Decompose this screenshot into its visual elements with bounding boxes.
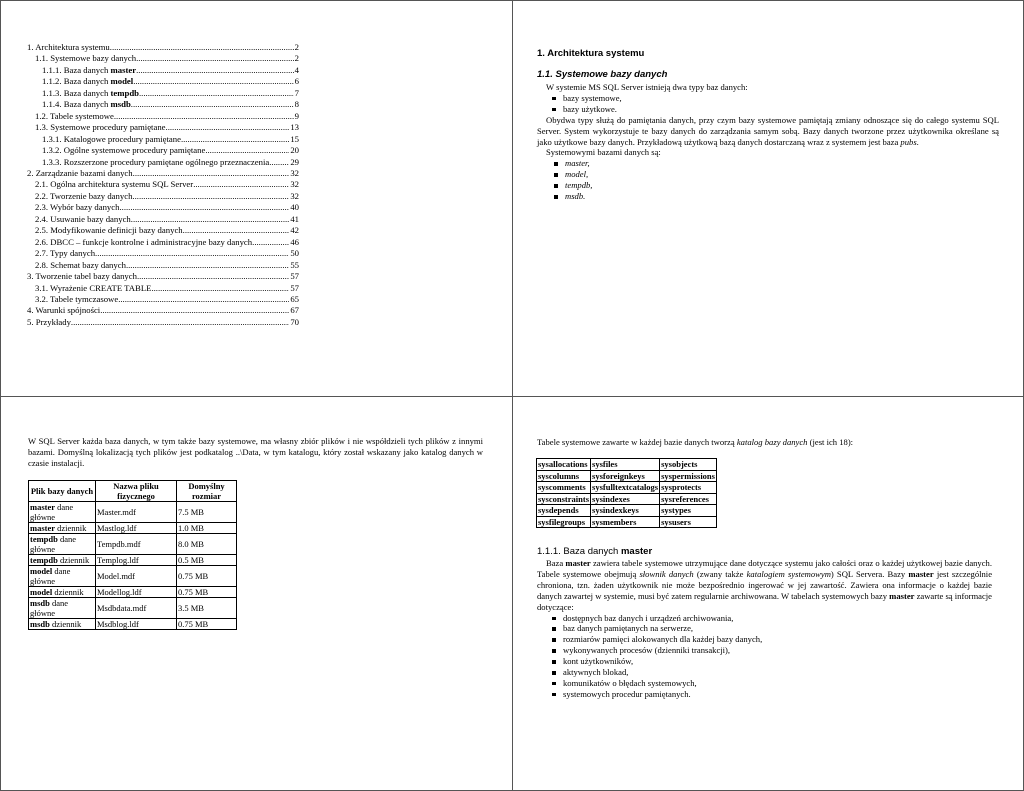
toc-page-number: 40 (290, 202, 299, 213)
toc-page-number: 7 (294, 87, 299, 98)
table-row (537, 505, 717, 517)
toc-leader (139, 88, 294, 99)
toc-entry-label: 2. Zarządzanie bazami danych (27, 167, 133, 178)
toc-page-number: 13 (290, 122, 299, 133)
toc-page-number: 32 (290, 190, 299, 201)
toc-leader (136, 53, 294, 64)
table-row (29, 566, 237, 587)
physical-file-cell: Templog.ldf (96, 555, 177, 566)
toc-entry-label: 2.8. Schemat bazy danych (35, 259, 126, 270)
system-db-intro: Systemowymi bazami danych są: (546, 147, 661, 158)
db-file-cell: model dziennik (29, 587, 96, 598)
catalog-term: katalog bazy danych (736, 437, 808, 447)
system-table-name: sysfilegroups (537, 516, 591, 528)
system-table-name: sysusers (660, 516, 717, 528)
physical-file-cell: Model.mdf (96, 566, 177, 587)
db-file-cell: tempdb dane główne (29, 534, 96, 555)
list-item: rozmiarów pamięci alokowanych dla każdej bazy danych, (537, 634, 992, 645)
toc-leader (118, 294, 289, 305)
toc-entry (27, 76, 299, 87)
toc-entry-label: 1.3.3. Rozszerzone procedury pamiętane ogólnego przeznaczenia (42, 156, 270, 167)
toc-entry (27, 260, 299, 271)
subsection-heading: 1.1. Systemowe bazy danych (537, 69, 668, 80)
toc-leader (71, 317, 289, 328)
toc-page-number: 32 (290, 179, 299, 190)
system-table-name: syspermissions (661, 470, 715, 481)
toc-leader (133, 76, 293, 87)
column-header: Plik bazy danych (29, 481, 96, 502)
toc-entry-label: 5. Przykłady (27, 316, 71, 327)
toc-entry (27, 294, 299, 305)
toc-leader (119, 202, 289, 213)
column-header: Nazwa pliku fizycznego (96, 481, 177, 502)
table-row (29, 555, 237, 566)
table-row (537, 459, 717, 471)
toc-entry-label: 1.1.2. Baza danych model (42, 76, 134, 87)
system-table-name: systypes (660, 505, 717, 517)
toc-entry (27, 122, 299, 133)
database-files-table (28, 480, 237, 630)
toc-page-number: 57 (290, 271, 299, 282)
toc-entry (27, 283, 299, 294)
list-item: bazy systemowe, (537, 93, 999, 104)
db-types-list (537, 93, 999, 115)
master-heading: 1.1.1. Baza danych master (537, 546, 653, 557)
physical-file-cell: Mastlog.ldf (96, 523, 177, 534)
toc-entry (27, 237, 299, 248)
toc-entry-label: 2.2. Tworzenie bazy danych (35, 190, 133, 201)
physical-file-cell: Modellog.ldf (96, 587, 177, 598)
system-table-name: sysindexkeys (591, 505, 660, 517)
db-file-cell: model dane główne (29, 566, 96, 587)
toc-entry (27, 191, 299, 202)
system-table-name: sysforeignkeys (591, 470, 660, 482)
size-cell: 0.5 MB (177, 555, 237, 566)
toc-page-number: 4 (294, 64, 299, 75)
section-heading: 1. Architektura systemu (537, 48, 645, 59)
toc-leader (181, 134, 289, 145)
toc-page-number: 20 (290, 145, 299, 156)
toc-page-number: 15 (290, 133, 299, 144)
list-item: msdb. (537, 191, 999, 202)
master-contents-list (537, 613, 992, 700)
system-table-name: syscomments (537, 482, 591, 494)
system-table-name: sysfulltextcatalogs (592, 482, 659, 493)
toc-entry-label: 2.1. Ogólna architektura systemu SQL Server (35, 179, 194, 190)
list-item: dostępnych baz danych i urządzeń archiwowania, (537, 613, 992, 624)
toc-page-number: 8 (294, 99, 299, 110)
toc-page-number: 42 (290, 225, 299, 236)
paragraph-text: Obydwa typy służą do pamiętania danych, przy czym bazy systemowe pamiętają zmiany odnoszące się do całego systemu SQL Server. System wykorzystuje te bazy danych do zarządzania samym sobą. Bazy danych tworzone przez użytkownika określane są jako użytkowe bazy danych. Przykładową użytkową bazą danych dostarczaną wraz z systemem jest baza (537, 114, 999, 147)
toc-entry (27, 168, 299, 179)
toc-entry (27, 111, 299, 122)
section-body (537, 82, 999, 202)
list-item: systemowych procedur pamiętanych. (537, 689, 992, 700)
toc-entry (27, 145, 299, 156)
toc-entry (27, 248, 299, 259)
db-file-cell: msdb dziennik (29, 619, 96, 630)
size-cell: 1.0 MB (177, 523, 237, 534)
master-term: master (620, 546, 653, 557)
toc-entry (27, 65, 299, 76)
toc-entry-label: 3.2. Tabele tymczasowe (35, 293, 119, 304)
toc-page-number: 50 (290, 248, 299, 259)
toc-page-number: 57 (290, 282, 299, 293)
table-row (537, 482, 717, 494)
system-table-name: sysconstraints (538, 493, 590, 504)
table-row (537, 493, 717, 505)
intro-paragraph: W systemie MS SQL Server istnieją dwa typy baz danych: (546, 82, 748, 92)
toc-entry (27, 88, 299, 99)
system-table-name: sysfiles (591, 459, 660, 471)
toc-leader (193, 179, 289, 190)
toc-leader (126, 260, 289, 271)
system-table-name: sysallocations (537, 459, 591, 471)
toc-page-number: 70 (290, 316, 299, 327)
toc-entry (27, 317, 299, 328)
list-item: baz danych pamiętanych na serwerze, (537, 623, 992, 634)
toc-leader (132, 191, 289, 202)
toc-leader (205, 145, 289, 156)
system-tables-table (536, 458, 717, 528)
list-item: tempdb, (537, 180, 999, 191)
system-table-name: sysdepends (537, 505, 591, 517)
toc-leader (252, 237, 289, 248)
system-table-name: sysobjects (660, 459, 717, 471)
system-table-name: syscolumns (537, 470, 591, 482)
toc-leader (183, 225, 290, 236)
master-body (537, 558, 992, 700)
document-page-3 (0, 396, 513, 791)
toc-entry (27, 99, 299, 110)
catalog-intro: Tabele systemowe zawarte w każdej bazie danych tworzą katalog bazy danych (jest ich 18): (537, 437, 854, 447)
table-row (29, 587, 237, 598)
toc-entry (27, 53, 299, 64)
table-row (29, 598, 237, 619)
toc-entry (27, 214, 299, 225)
paragraph-end: . (916, 136, 919, 147)
toc-entry (27, 305, 299, 316)
table-row (537, 516, 717, 528)
toc-entry (27, 225, 299, 236)
system-table-name: sysprotects (660, 482, 717, 494)
toc-entry-label: 4. Warunki spójności (27, 305, 101, 316)
toc-entry-label: 2.6. DBCC – funkcje kontrolne i administracyjne bazy danych (35, 236, 253, 247)
toc-leader (110, 42, 294, 53)
list-item: master, (537, 158, 999, 169)
toc-entry-label: 2.5. Modyfikowanie definicji bazy danych (35, 225, 183, 236)
toc-entry-label: 1.3. Systemowe procedury pamiętane (35, 122, 166, 133)
list-item: kont użytkowników, (537, 656, 992, 667)
size-cell: 0.75 MB (177, 566, 237, 587)
toc-page-number: 65 (290, 293, 299, 304)
toc-leader (114, 111, 294, 122)
toc-leader (269, 157, 289, 168)
toc-leader (131, 214, 290, 225)
table-row (29, 619, 237, 630)
table-row (537, 470, 717, 482)
table-row (29, 534, 237, 555)
toc-leader (95, 248, 289, 259)
toc-page-number: 67 (290, 305, 299, 316)
toc-entry (27, 157, 299, 168)
toc-page-number: 9 (294, 110, 299, 121)
toc-leader (133, 168, 290, 179)
toc-leader (136, 65, 294, 76)
toc-entry-label: 3. Tworzenie tabel bazy danych (27, 271, 137, 282)
toc-page-number: 55 (290, 259, 299, 270)
list-item: model, (537, 169, 999, 180)
physical-file-cell: Tempdb.mdf (96, 534, 177, 555)
db-file-cell: msdb dane główne (29, 598, 96, 619)
table-row (29, 502, 237, 523)
document-page-1 (0, 0, 513, 397)
toc-entry-label: 1.1.1. Baza danych master (42, 64, 137, 75)
size-cell: 7.5 MB (177, 502, 237, 523)
list-item: komunikatów o błędach systemowych, (537, 678, 992, 689)
toc-page-number: 32 (290, 167, 299, 178)
toc-entry (27, 134, 299, 145)
toc-entry (27, 179, 299, 190)
physical-file-cell: Msdbdata.mdf (96, 598, 177, 619)
toc-entry-label: 1.3.1. Katalogowe procedury pamiętane (42, 133, 181, 144)
toc-entry-label: 1.1.3. Baza danych tempdb (42, 87, 139, 98)
toc-leader (151, 283, 289, 294)
toc-page-number: 41 (290, 213, 299, 224)
db-file-cell: tempdb dziennik (29, 555, 96, 566)
toc-page-number: 2 (294, 53, 299, 64)
toc-entry-label: 2.7. Typy danych (35, 248, 96, 259)
system-table-name: sysindexes (591, 493, 660, 505)
db-file-cell: master dane główne (29, 502, 96, 523)
toc-entry-label: 2.3. Wybór bazy danych (35, 202, 120, 213)
toc-page-number: 46 (290, 236, 299, 247)
list-item: wykonywanych procesów (dzienniki transakcji), (537, 645, 992, 656)
files-paragraph: W SQL Server każda baza danych, w tym także bazy systemowe, ma własny zbiór plików i nie współdzieli tych plików z innymi bazami. Domyślną lokalizacją tych plików jest podkatalog ..\Data, w tym katalogu, który został wskazany jako katalog danych w czasie instalacji. (28, 436, 483, 468)
toc-leader (166, 122, 290, 133)
toc-entry-label: 3.1. Wyrażenie CREATE TABLE (35, 282, 152, 293)
toc-leader (100, 305, 289, 316)
toc-entry-label: 1.3.2. Ogólne systemowe procedury pamiętane (42, 145, 206, 156)
document-page-4 (512, 396, 1024, 791)
master-paragraph: Baza master zawiera tabele systemowe utrzymujące dane dotyczące systemu jako całości oraz o każdej użytkowej bazie danych. Tabele systemowe obejmują słownik danych (zwany także katalogiem systemowym) SQL Servera. Bazy master jest szczególnie chroniona, tzn. żaden użytkownik nie może bezpośrednio ingerować w jej zawartość. Zawiera ona informacje o każdej bazie danych zawartej w systemie, musi być zatem regularnie archiwowana. W tabelach systemowych bazy master zawarte są informacje dotyczące: (537, 558, 993, 612)
toc-entry (27, 202, 299, 213)
size-cell: 0.75 MB (177, 587, 237, 598)
toc-entry-label: 1.1.4. Baza danych msdb (42, 99, 131, 110)
toc-entry (27, 42, 299, 53)
db-file-cell: master dziennik (29, 523, 96, 534)
toc-entry-label: 2.4. Usuwanie bazy danych (35, 213, 131, 224)
toc-page-number: 6 (294, 76, 299, 87)
size-cell: 0.75 MB (177, 619, 237, 630)
table-of-contents (27, 42, 299, 328)
description-paragraph (537, 115, 999, 148)
toc-page-number: 29 (290, 156, 299, 167)
table-row (29, 523, 237, 534)
toc-leader (137, 271, 289, 282)
system-db-list (537, 158, 999, 202)
toc-entry-label: 1.2. Tabele systemowe (35, 110, 114, 121)
list-item: aktywnych blokad, (537, 667, 992, 678)
toc-entry (27, 271, 299, 282)
system-table-name: sysreferences (660, 493, 717, 505)
toc-entry-label: 1.1. Systemowe bazy danych (35, 53, 137, 64)
document-page-2 (512, 0, 1024, 397)
toc-entry-label: 1. Architektura systemu (27, 42, 110, 52)
physical-file-cell: Msdblog.ldf (96, 619, 177, 630)
pubs-text: pubs (900, 136, 917, 147)
toc-leader (131, 99, 294, 110)
toc-page-number: 2 (294, 42, 299, 52)
column-header: Domyślny rozmiar (177, 481, 237, 502)
list-item: bazy użytkowe. (537, 104, 999, 115)
system-table-name: sysmembers (591, 516, 660, 528)
physical-file-cell: Master.mdf (96, 502, 177, 523)
size-cell: 8.0 MB (177, 534, 237, 555)
size-cell: 3.5 MB (177, 598, 237, 619)
